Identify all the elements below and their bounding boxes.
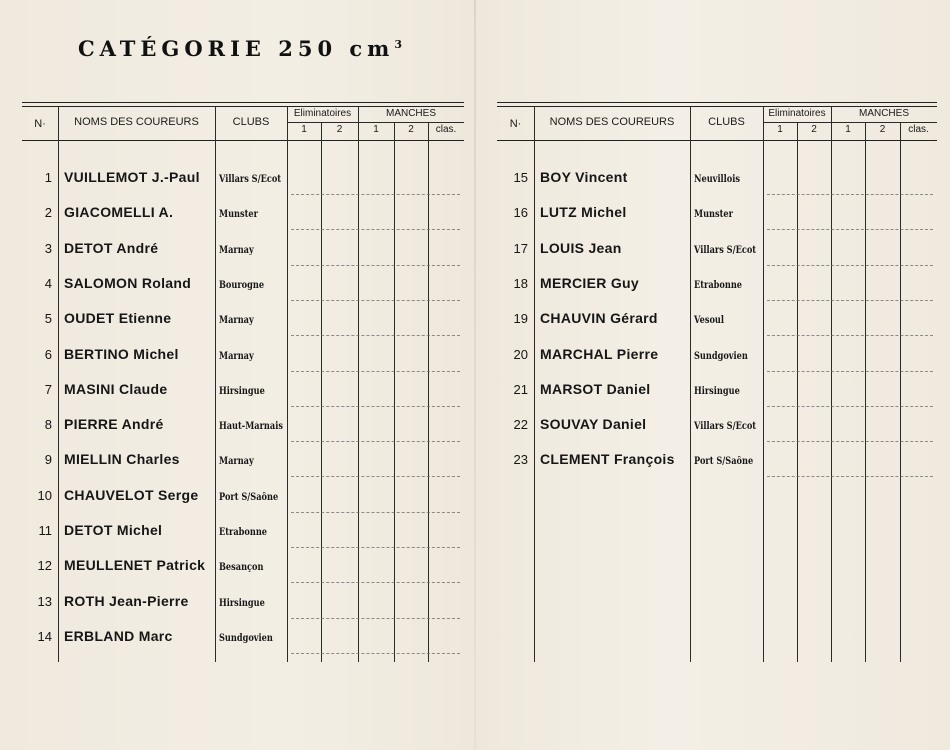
score-entry-line [291, 300, 460, 301]
header-clas: clas. [908, 124, 929, 135]
rider-name: SALOMON Roland [64, 274, 192, 291]
rider-row [22, 268, 464, 303]
rider-row [22, 550, 464, 585]
rider-number: 9 [44, 452, 52, 468]
header-manche-2: 2 [879, 124, 886, 135]
header-number: N· [509, 118, 522, 130]
rider-number: 20 [513, 346, 528, 362]
right-rider-table [497, 102, 937, 662]
score-entry-line [767, 300, 933, 301]
header-manches: MANCHES [385, 108, 436, 119]
category-title-text: CATÉGORIE 250 cm [77, 36, 395, 61]
subheader-rule [287, 122, 464, 123]
rider-club: Besançon [219, 562, 264, 574]
rider-row [497, 339, 937, 374]
rider-row [22, 197, 464, 232]
rider-name: BOY Vincent [540, 169, 628, 185]
rider-club: Haut-Marnais [219, 421, 283, 433]
rider-name: OUDET Etienne [64, 310, 172, 327]
header-eliminatoires: Eliminatoires [768, 108, 826, 119]
rider-row [497, 233, 937, 268]
rider-number: 14 [37, 628, 52, 644]
header-number: N· [34, 118, 46, 130]
category-title [20, 36, 460, 61]
table-top-rule-inner [497, 106, 937, 107]
score-entry-line [291, 194, 460, 195]
rider-row [22, 621, 464, 656]
rider-number: 6 [44, 346, 52, 362]
rider-name: LUTZ Michel [540, 204, 627, 221]
rider-row [22, 480, 464, 515]
score-entry-line [767, 406, 933, 407]
rider-row [22, 374, 464, 409]
rider-club: Sundgovien [219, 632, 273, 644]
header-elim-2: 2 [336, 124, 343, 135]
rider-name: LOUIS Jean [540, 239, 622, 256]
score-entry-line [767, 371, 933, 372]
rider-name: ERBLAND Marc [64, 627, 173, 644]
score-entry-line [291, 406, 460, 407]
rider-club: Munster [694, 209, 733, 221]
header-manche-2: 2 [408, 124, 414, 135]
rider-name: MASINI Claude [64, 380, 168, 397]
score-entry-line [767, 194, 933, 195]
rider-number: 1 [44, 170, 52, 185]
rider-name: ROTH Jean-Pierre [64, 592, 189, 609]
rider-row [497, 409, 937, 444]
rider-number: 23 [513, 452, 528, 468]
page-fold [474, 0, 476, 750]
rider-row [22, 339, 464, 374]
rider-club: Hirsingue [219, 597, 265, 609]
rider-club: Port S/Saône [694, 456, 754, 468]
table-top-rule-inner [22, 106, 464, 107]
rider-row [22, 515, 464, 550]
rider-number: 22 [513, 417, 528, 433]
score-entry-line [291, 582, 460, 583]
rider-row [22, 586, 464, 621]
score-entry-line [291, 512, 460, 513]
rider-club: Hirsingue [219, 385, 265, 397]
score-entry-line [291, 335, 460, 336]
rider-club: Port S/Saône [219, 491, 279, 503]
score-entry-line [767, 265, 933, 266]
rider-club: Marnay [219, 315, 254, 327]
subheader-rule [763, 122, 937, 123]
header-manche-1: 1 [845, 124, 851, 135]
rider-name: GIACOMELLI A. [64, 204, 174, 221]
rider-number: 4 [44, 275, 52, 291]
rider-row [22, 409, 464, 444]
rider-club: Hirsingue [694, 385, 740, 397]
rider-number: 13 [37, 593, 52, 609]
category-title-superscript: 3 [394, 38, 403, 51]
rider-number: 10 [37, 487, 52, 503]
left-rider-table [22, 102, 464, 662]
header-riders: NOMS DES COUREURS [549, 116, 675, 128]
score-entry-line [291, 618, 460, 619]
header-clubs: CLUBS [708, 116, 745, 128]
score-entry-line [291, 441, 460, 442]
rider-club: Marnay [219, 456, 254, 468]
rider-row [497, 374, 937, 409]
header-clas: clas. [435, 124, 457, 135]
rider-name: MARSOT Daniel [540, 380, 651, 397]
rider-name: MERCIER Guy [540, 274, 639, 291]
rider-name: SOUVAY Daniel [540, 416, 647, 433]
rider-name: CLEMENT François [540, 451, 675, 468]
rider-row [22, 444, 464, 479]
rider-row [497, 162, 937, 197]
rider-row [22, 233, 464, 268]
score-entry-line [291, 653, 460, 654]
rider-club: Villars S/Ecot [694, 244, 757, 256]
rider-number: 19 [513, 311, 528, 327]
rider-number: 16 [513, 205, 528, 221]
rider-number: 11 [38, 523, 52, 538]
rider-club: Etrabonne [219, 527, 268, 538]
rider-row [22, 303, 464, 338]
rider-name: CHAUVIN Gérard [540, 310, 658, 327]
header-eliminatoires: Eliminatoires [293, 108, 352, 119]
header-bottom-rule [22, 140, 464, 141]
rider-number: 7 [44, 381, 52, 397]
rider-number: 5 [44, 311, 52, 327]
rider-club: Sundgovien [694, 350, 748, 362]
score-entry-line [291, 229, 460, 230]
rider-number: 8 [44, 417, 52, 433]
rider-name: PIERRE André [64, 416, 164, 433]
rider-row [497, 268, 937, 303]
table-top-rule [22, 102, 464, 103]
rider-row [497, 303, 937, 338]
rider-row [497, 444, 937, 479]
rider-number: 15 [513, 170, 528, 185]
rider-name: DETOT André [64, 239, 159, 256]
rider-number: 18 [513, 275, 528, 291]
rider-name: DETOT Michel [64, 522, 163, 538]
header-bottom-rule [497, 140, 937, 141]
rider-club: Marnay [219, 244, 254, 256]
rider-number: 12 [37, 558, 52, 574]
score-entry-line [767, 476, 933, 477]
rider-row [22, 162, 464, 197]
score-entry-line [291, 476, 460, 477]
score-entry-line [291, 371, 460, 372]
rider-name: BERTINO Michel [64, 345, 179, 362]
header-elim-1: 1 [301, 124, 307, 135]
rider-club: Munster [219, 209, 258, 221]
header-clubs: CLUBS [232, 116, 270, 128]
score-entry-line [767, 441, 933, 442]
rider-club: Marnay [219, 350, 254, 362]
score-entry-line [767, 335, 933, 336]
header-manche-1: 1 [373, 124, 379, 135]
rider-club: Vesoul [694, 315, 724, 327]
header-elim-2: 2 [811, 124, 817, 135]
rider-number: 2 [44, 205, 52, 221]
score-entry-line [291, 547, 460, 548]
rider-club: Villars S/Ecot [219, 174, 282, 185]
score-entry-line [767, 229, 933, 230]
rider-name: MIELLIN Charles [64, 451, 180, 468]
header-elim-1: 1 [777, 124, 783, 135]
rider-number: 21 [513, 381, 528, 397]
rider-club: Bourogne [219, 279, 265, 291]
rider-name: CHAUVELOT Serge [64, 486, 199, 503]
rider-name: MEULLENET Patrick [64, 557, 206, 574]
score-entry-line [291, 265, 460, 266]
rider-name: MARCHAL Pierre [540, 345, 659, 362]
rider-number: 3 [44, 240, 52, 256]
rider-row [497, 197, 937, 232]
table-top-rule [497, 102, 937, 103]
rider-club: Etrabonne [694, 279, 743, 291]
rider-club: Neuvillois [694, 174, 740, 185]
rider-number: 17 [513, 240, 528, 256]
rider-club: Villars S/Ecot [694, 421, 757, 433]
rider-name: VUILLEMOT J.-Paul [64, 169, 200, 185]
header-riders: NOMS DES COUREURS [74, 116, 199, 128]
header-manches: MANCHES [858, 108, 909, 119]
